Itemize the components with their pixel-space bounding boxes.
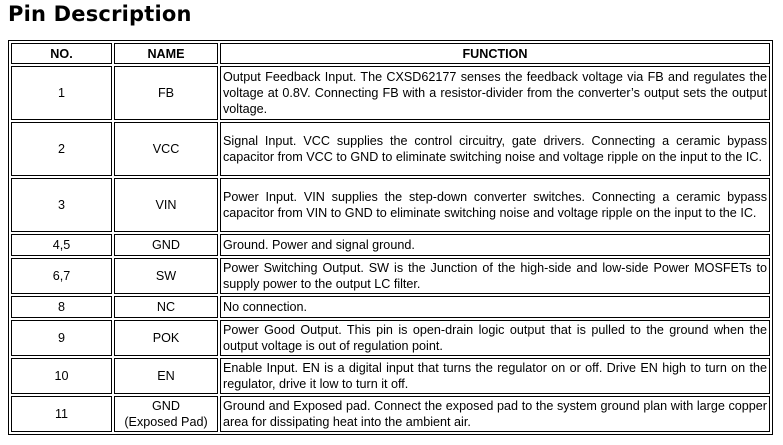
pin-name: NC — [114, 296, 218, 318]
pin-number: 3 — [11, 178, 112, 232]
pin-function: Power Good Output. This pin is open-drain logic output that is pulled to the ground when the output voltage is out of regulation point. — [220, 320, 770, 356]
table-row — [11, 122, 770, 176]
pin-number: 2 — [11, 122, 112, 176]
table-row — [11, 396, 770, 432]
pin-name-cell — [114, 396, 218, 432]
column-header-function: FUNCTION — [220, 43, 770, 64]
pin-number: 1 — [11, 66, 112, 120]
table-row — [11, 358, 770, 394]
pin-function: Enable Input. EN is a digital input that turns the regulator on or off. Drive EN high to turn on the regulator, drive it low to turn it off. — [220, 358, 770, 394]
table-row — [11, 234, 770, 256]
table-row — [11, 66, 770, 120]
pin-function: Ground. Power and signal ground. — [220, 234, 770, 256]
pin-number: 10 — [11, 358, 112, 394]
column-header-name: NAME — [114, 43, 218, 64]
table-row — [11, 320, 770, 356]
pin-description-table — [8, 40, 773, 435]
column-header-no: NO. — [11, 43, 112, 64]
page-title: Pin Description — [8, 2, 192, 26]
pin-number: 4,5 — [11, 234, 112, 256]
pin-number: 8 — [11, 296, 112, 318]
table-row — [11, 258, 770, 294]
pin-name: GND — [114, 234, 218, 256]
pin-number: 11 — [11, 396, 112, 432]
table-row — [11, 296, 770, 318]
pin-name: POK — [114, 320, 218, 356]
pin-name: EN — [114, 358, 218, 394]
pin-function: Power Input. VIN supplies the step-down converter switches. Connecting a ceramic bypass capacitor from VIN to GND to eliminate switching noise and voltage ripple on the input to the IC. — [220, 178, 770, 232]
table-header-row — [11, 43, 770, 64]
table-row — [11, 178, 770, 232]
pin-name: GND — [152, 399, 180, 413]
pin-name: VIN — [114, 178, 218, 232]
pin-function: Signal Input. VCC supplies the control circuitry, gate drivers. Connecting a ceramic bypass capacitor from VCC to GND to eliminate switching noise and voltage ripple on the input to the IC. — [220, 122, 770, 176]
pin-name-note: (Exposed Pad) — [124, 415, 208, 429]
pin-number: 9 — [11, 320, 112, 356]
pin-number: 6,7 — [11, 258, 112, 294]
pin-name: FB — [114, 66, 218, 120]
pin-function: Output Feedback Input. The CXSD62177 senses the feedback voltage via FB and regulates the voltage at 0.8V. Connecting FB with a resistor-divider from the converter’s output sets the output voltage. — [220, 66, 770, 120]
pin-function: Power Switching Output. SW is the Junction of the high-side and low-side Power MOSFETs to supply power to the output LC filter. — [220, 258, 770, 294]
pin-name: SW — [114, 258, 218, 294]
pin-function: Ground and Exposed pad. Connect the exposed pad to the system ground plan with large copper area for dissipating heat into the ambient air. — [220, 396, 770, 432]
pin-function: No connection. — [220, 296, 770, 318]
pin-name: VCC — [114, 122, 218, 176]
